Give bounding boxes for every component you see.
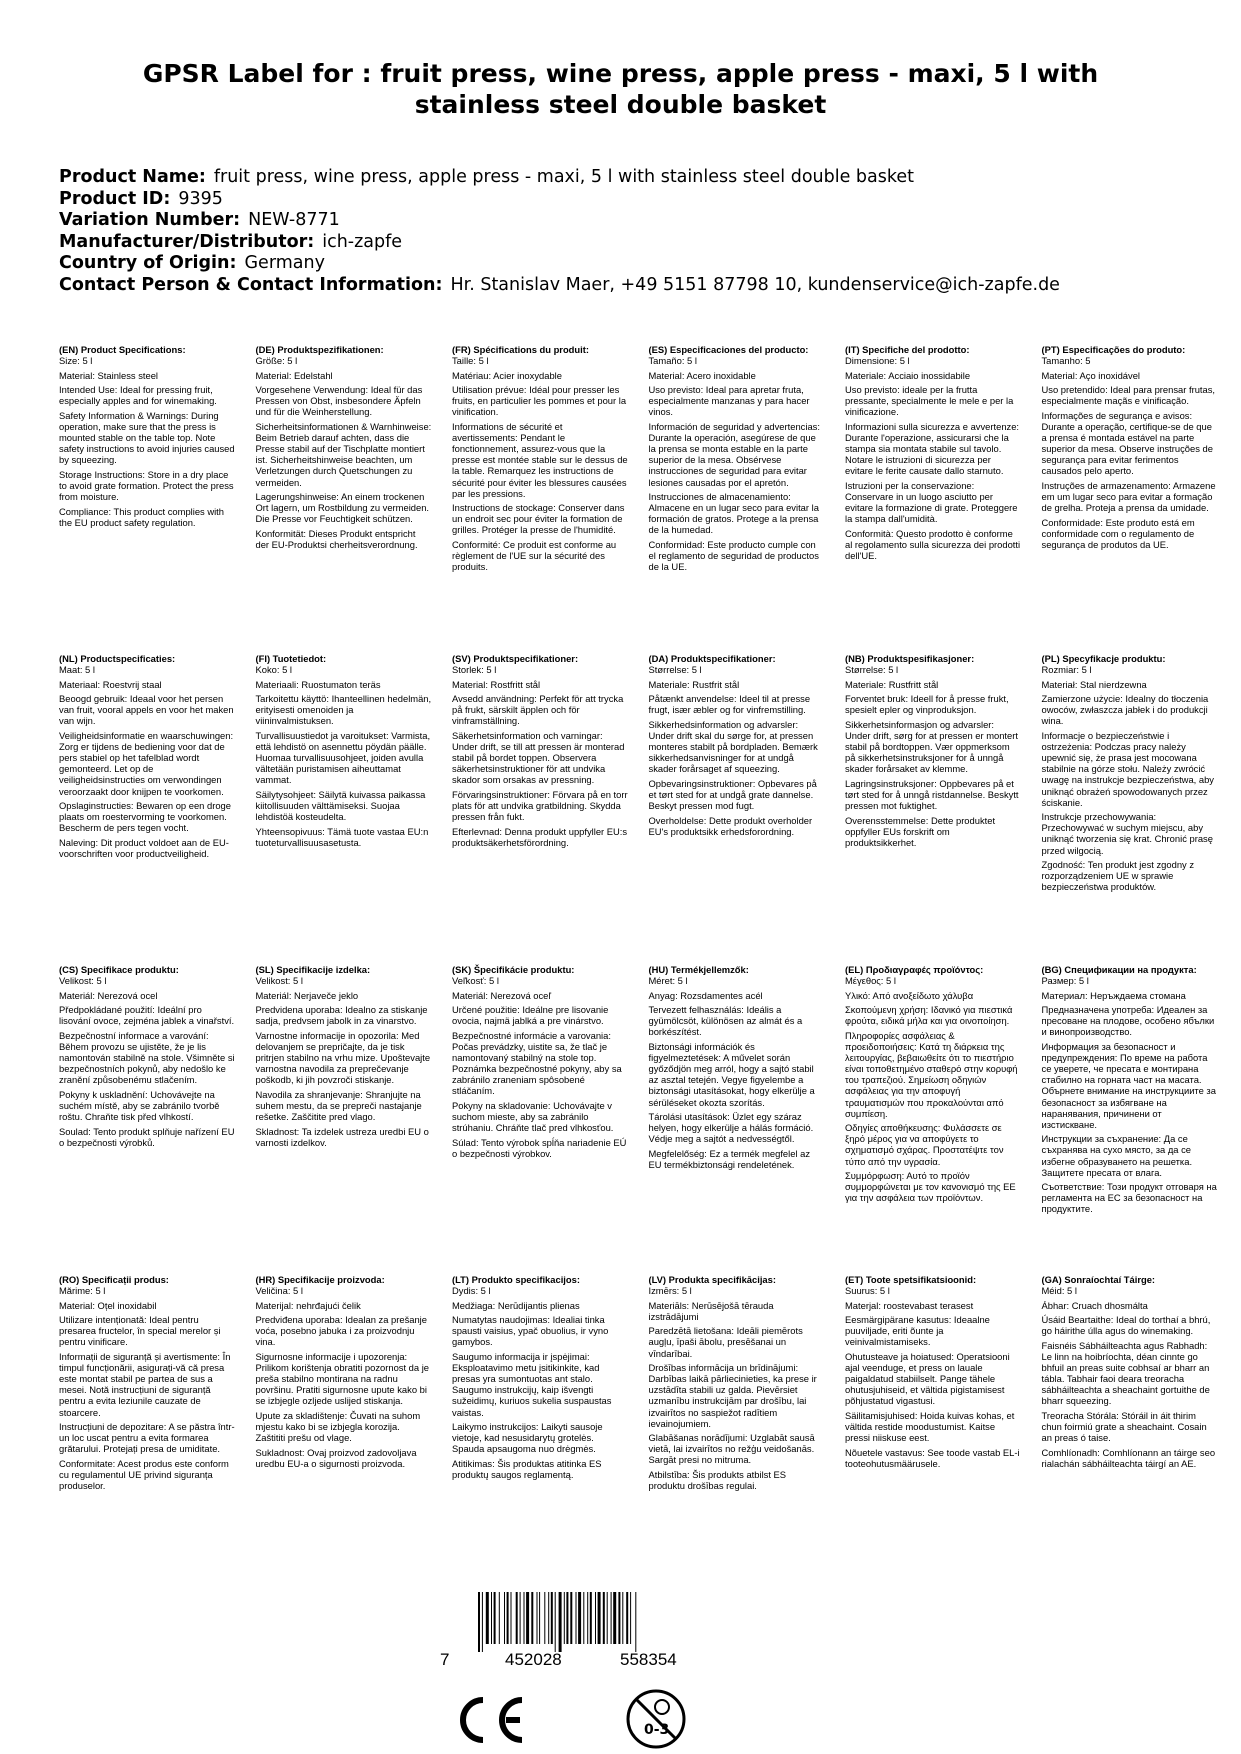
spec-section (256, 653, 432, 852)
spec-line: Informații de siguranță și avertismente: În timpul funcționării, asigurați-vă că presa este montat stabil pe partea de sus a mesei. Notă instrucțiuni de siguranță pentru a evita leziunile cauzate de stoarcere. (59, 1351, 231, 1418)
spec-line: Οδηγίες αποθήκευσης: Φυλάσσετε σε ξηρό μέρος για να αποφύγετε το σχηματισμό σχάρας. Προστατέψτε τον τύπο από την υγρασία. (845, 1122, 1004, 1167)
spec-line: Turvallisuustiedot ja varoitukset: Varmista, että lehdistö on asennettu pöydän päälle. Huomaa turvallisuusohjeet, joiden avulla vältetään puristamisen aiheuttamat vammat. (255, 730, 431, 786)
spec-line: Tárolási utasítások: Üzlet egy száraz helyen, hogy elkerülje a hálás formáció. Védje meg a sajtót a nedvességtől. (648, 1111, 814, 1145)
spec-section (649, 344, 825, 576)
spec-line: Beoogd gebruik: Ideaal voor het persen van fruit, vooral appels en voor het maken van wijn. (59, 693, 234, 727)
spec-line: Uso pretendido: Ideal para prensar frutas, especialmente maçãs e vinificação. (1041, 384, 1216, 407)
info-variation-number (59, 210, 1199, 232)
spec-section-title: (FR) Spécifications du produit: (452, 344, 589, 355)
spec-line: Storage Instructions: Store in a dry place to avoid grate formation. Protect the press from moisture. (59, 468, 234, 503)
barcode-bar (566, 1592, 568, 1644)
spec-line: Numatytas naudojimas: Idealiai tinka spausti vaisius, ypač obuolius, ir vyno gamybos. (452, 1314, 609, 1348)
product-info (59, 167, 1199, 297)
spec-line: Size: 5 l (59, 355, 93, 367)
spec-line: Sicherheitsinformationen & Warnhinweise: Beim Betrieb darauf achten, dass die Presse stabil auf der Tischplatte montiert ist. Sicherheitshinweise beachten, um Verletzungen durch Quetschungen zu vermeiden. (255, 421, 432, 488)
spec-line: Saugumo informacija ir įspėjimai: Eksploatavimo metu įsitikinkite, kad presas yra sumontuotas ant stalo. Saugumo instrukcijų, kaip išvengti sužeidimų, kuriuos sukelia suspaustas vaistas. (452, 1351, 612, 1418)
spec-line: Bezpečnostné informácie a varovania: Počas prevádzky, uistite sa, že tlač je namontovaný stabilný na stole top. Poznámka bezpečnostné pokyny, aby sa zabránilo zraneniam spôsobené stláčaním. (452, 1029, 622, 1097)
spec-section-title: (BG) Спецификации на продукта: (1041, 964, 1197, 975)
barcode-bar (526, 1592, 529, 1644)
barcode-bar (570, 1592, 572, 1644)
spec-section (59, 344, 235, 531)
barcode-bar (548, 1592, 549, 1644)
spec-section-title: (GA) Sonraíochtaí Táirge: (1041, 1274, 1156, 1285)
spec-line: Utilisation prévue: Idéal pour presser les fruits, en particulier les pommes et pour la vinification. (452, 384, 627, 418)
spec-line: Materiale: Rustfritt stål (845, 678, 939, 690)
spec-section-title: (IT) Specifiche del prodotto: (845, 344, 970, 355)
spec-line: Materiál: Nerezová ocel (59, 989, 158, 1001)
spec-line: Určené použitie: Ideálne pre lisovanie ovocia, najmä jablká a pre vinárstvo. (452, 1004, 609, 1027)
info-country (59, 253, 1199, 275)
spec-line: Istruzioni per la conservazione: Conservare in un luogo asciutto per evitare la formazione di grate. Proteggere la stampa dall'umidità. (845, 480, 1018, 525)
barcode-bars (440, 1592, 740, 1652)
spec-line: Tamanho: 5 (1041, 355, 1091, 367)
spec-line: Atbilstība: Šis produkts atbilst ES produktu drošības regulai. (648, 1469, 787, 1492)
spec-section (452, 344, 628, 576)
barcode-bar (598, 1592, 601, 1644)
info-product-name (59, 167, 1199, 189)
spec-section-title: (PT) Especificações do produto: (1041, 344, 1186, 355)
spec-section-title: (SV) Produktspecifikationer: (452, 653, 579, 664)
barcode-bar (635, 1592, 636, 1652)
spec-line: Úsáid Beartaithe: Ideal do torthaí a bhrú, go háirithe úlla agus do winemaking. (1041, 1314, 1211, 1337)
spec-line: Lagerungshinweise: An einem trockenen Ort lagern, um Rostbildung zu vermeiden. Die Presse vor Feuchtigkeit schützen. (255, 491, 430, 525)
barcode-bar (590, 1592, 592, 1644)
spec-line: Tamaño: 5 l (648, 355, 697, 367)
spec-line: Tervezett felhasználás: Ideális a gyümölcsöt, különösen az almát és a borkészítést. (648, 1004, 803, 1038)
spec-line: Sigurnosne informacije i upozorenja: Prilikom korištenja obratiti pozornost da je preša stabilno montirana na radnu površinu. Pratiti sigurnosne upute kako bi se izbjegle ozljede uslijed stiskanja. (255, 1351, 430, 1407)
spec-line: Rozmiar: 5 l (1041, 664, 1092, 676)
spec-line: Utilizare intenționată: Ideal pentru presarea fructelor, în special merelor și pentru vinificare. (59, 1314, 221, 1348)
spec-line: Medžiaga: Nerūdijantis plienas (452, 1299, 580, 1311)
spec-section (256, 1274, 432, 1473)
spec-line: Instrucțiuni de depozitare: A se păstra într-un loc uscat pentru a evita formarea grătarului. Protejați presa de umiditate. (59, 1421, 235, 1455)
spec-line: Intended Use: Ideal for pressing fruit, especially apples and for winemaking. (59, 384, 217, 407)
barcode-bar (603, 1592, 605, 1644)
spec-section-title: (FI) Tuotetiedot: (255, 653, 327, 664)
spec-line: Größe: 5 l (255, 355, 298, 367)
spec-section (845, 653, 1021, 852)
spec-line: Atitikimas: Šis produktas atitinka ES produktų saugos reglamentą. (452, 1457, 602, 1480)
barcode-bar (494, 1592, 496, 1644)
spec-line: Υλικό: Από ανοξείδωτο χάλυβα (845, 989, 974, 1001)
barcode-digit-first: 7 (440, 1650, 450, 1669)
spec-section (452, 964, 628, 1163)
spec-section (1042, 344, 1218, 554)
spec-line: Materiál: Nerjaveče jeklo (255, 989, 359, 1001)
barcode-bar (539, 1592, 540, 1644)
spec-line: Información de seguridad y advertencias: Durante la operación, asegúrese de que la prensa se monta estable en la parte superior de la mesa. Obsérvese instrucciones de seguridad para evitar lesiones causadas por el apretón. (648, 421, 820, 488)
barcode-digits-right: 558354 (620, 1650, 677, 1669)
spec-line: Glabāšanas norādījumi: Uzglabāt sausā vietā, lai izvairītos no režģu veidošanās. Sargāt presi no mitruma. (648, 1432, 815, 1466)
barcode-bar (544, 1592, 545, 1644)
spec-section-title: (NB) Produktspesifikasjoner: (845, 653, 975, 664)
spec-line: Materiaali: Ruostumaton teräs (255, 678, 381, 690)
spec-line: Tarkoitettu käyttö: Ihanteellinen hedelmän, erityisesti omenoiden ja viininvalmistuksen. (255, 693, 432, 727)
barcode (440, 1592, 740, 1672)
spec-line: Informations de sécurité et avertissements: Pendant le fonctionnement, assurez-vous que la presse est montée stable sur le dessus de la table. Remarquez les instructions de sécurité pour éviter les blessures causées par les pressions. (452, 421, 628, 499)
spec-line: Overholdelse: Dette produkt overholder EU's produktsikk erhedsforordning. (648, 814, 813, 837)
spec-line: Material: Edelstahl (255, 369, 333, 381)
label-title: GPSR Label for : fruit press, wine press, apple press - maxi, 5 l with stainless steel double basket (142, 59, 1099, 119)
spec-line: Overensstemmelse: Dette produktet oppfyller EUs forskrift om produktsikkerhet. (845, 814, 996, 848)
spec-line: Størrelse: 5 l (845, 664, 899, 676)
spec-line: Material: Stainless steel (59, 369, 159, 381)
spec-line: Izmērs: 5 l (648, 1285, 692, 1297)
spec-line: Varnostne informacije in opozorila: Med delovanjem se prepričajte, da je tisk pritrjen stabilno na vrhu mize. Upoštevajte varnostna navodila za preprečevanje poškodb, ki jih povzroči stiskanje. (255, 1029, 431, 1086)
spec-line: Sikkerhetsinformasjon og advarsler: Under drift, sørg for at pressen er montert stabil på bordtoppen. Vær oppmerksom på sikkerhetsinstruksjoner for å unngå skader forårsaket av klemme. (845, 718, 1018, 775)
info-value: Germany (244, 253, 325, 274)
spec-line: Megfelelőség: Ez a termék megfelel az EU termékbiztonsági rendeletének. (648, 1147, 811, 1170)
spec-line: Compliance: This product complies with the EU product safety regulation. (59, 505, 225, 528)
spec-line: Säilytysohjeet: Säilytä kuivassa paikassa kiitollisuuden välttämiseksi. Suojaa lehdistöä kosteudelta. (255, 789, 426, 823)
barcode-bar (626, 1592, 628, 1644)
info-label: Country of Origin: (59, 253, 237, 274)
spec-line: Συμμόρφωση: Αυτό το προϊόν συμμορφώνεται με τον κανονισμό της ΕΕ για την ασφάλεια των προϊόντων. (845, 1170, 1016, 1204)
spec-line: Taille: 5 l (452, 355, 489, 367)
spec-line: Súlad: Tento výrobok spĺňa nariadenie EÚ o bezpečnosti výrobkov. (452, 1136, 627, 1159)
barcode-bar (607, 1592, 608, 1644)
info-value: Hr. Stanislav Maer, +49 5151 87798 10, kundenservice@ich-zapfe.de (450, 274, 1060, 295)
spec-line: Skladnost: Ta izdelek ustreza uredbi EU o varnosti izdelkov. (255, 1125, 429, 1148)
spec-line: Avsedd användning: Perfekt för att trycka på frukt, särskilt äpplen och för vinframställning. (452, 693, 624, 727)
spec-line: Navodila za shranjevanje: Shranjujte na suhem mestu, da se prepreči nastajanje rešetke. Zaščitite pred vlago. (255, 1088, 422, 1123)
barcode-bar (564, 1592, 565, 1644)
spec-line: Conformitate: Acest produs este conform cu regulamentul UE privind siguranța produselor. (59, 1457, 229, 1492)
spec-line: Mărime: 5 l (59, 1285, 106, 1297)
spec-line: Material: Oțel inoxidabil (59, 1299, 157, 1311)
spec-section (1042, 653, 1218, 896)
spec-line: Conformidad: Este producto cumple con el reglamento de seguridad de productos de la UE. (648, 539, 819, 573)
spec-line: Soulad: Tento produkt splňuje nařízení EU o bezpečnosti výrobků. (59, 1125, 235, 1148)
spec-line: Μέγεθος: 5 l (845, 975, 896, 987)
spec-line: Säilitamisjuhised: Hoida kuivas kohas, et vältida restide moodustumist. Kaitse pressi niiskuse eest. (845, 1410, 1015, 1444)
barcode-bar (622, 1592, 623, 1644)
spec-line: Материал: Неръждаема стомана (1041, 989, 1186, 1001)
spec-section (1042, 964, 1218, 1218)
spec-line: Zamierzone użycie: Idealny do tłoczenia owoców, zwłaszcza jabłek i do produkcji wina. (1041, 693, 1209, 727)
spec-section (59, 653, 235, 863)
spec-section-title: (LT) Produkto specifikacijos: (452, 1274, 580, 1285)
spec-line: Ohutusteave ja hoiatused: Operatsiooni ajal veenduge, et press on lauale paigaldatud stabiilselt. Pange tähele ohutusjuhiseid, et vältida pigistamisest põhjustatud vigastusi. (845, 1351, 1010, 1407)
spec-line: Safety Information & Warnings: During operation, make sure that the press is mounted stable on the table top. Note safety instructions to avoid injuries caused by squeezing. (59, 409, 235, 466)
spec-line: Opbevaringsinstruktioner: Opbevares på et tørt sted for at undgå grate dannelse. Beskyt pressen mod fugt. (648, 777, 817, 812)
spec-line: Предназначена употреба: Идеален за пресоване на плодове, особено ябълки и винопроизводство. (1041, 1004, 1215, 1038)
spec-section-title: (SK) Špecifikácie produktu: (452, 964, 575, 975)
spec-line: Upute za skladištenje: Čuvati na suhom mjestu kako bi se izbjegla korozija. Zaštititi prešu od vlage. (255, 1410, 421, 1444)
spec-line: Naleving: Dit product voldoet aan de EU-voorschriften voor productveiligheid. (59, 836, 229, 859)
spec-section-title: (SL) Specifikacije izdelka: (255, 964, 371, 975)
spec-line: Efterlevnad: Denna produkt uppfyller EU:s produktsäkerhetsförordning. (452, 825, 628, 848)
spec-section-title: (LV) Produkta specifikācijas: (648, 1274, 776, 1285)
barcode-bar (611, 1592, 612, 1644)
spec-line: Σκοπούμενη χρήση: Ιδανικό για πιεστικά φρούτα, ειδικά μήλα και για οινοποίηση. (845, 1004, 1013, 1027)
spec-line: Forventet bruk: Ideell for å presse frukt, spesielt epler og vinproduksjon. (845, 693, 1009, 716)
spec-line: Lagringsinstruksjoner: Oppbevares på et tørt sted for å unngå ristdannelse. Beskytt pressen mot fuktighet. (845, 777, 1019, 812)
spec-line: Sikkerhedsinformation og advarsler: Under drift skal du sørge for, at pressen monteres stabilt på bordpladen. Bemærk sikkerhedsanvisninger for at undgå skader forårsaget af squeezing. (648, 718, 818, 775)
spec-line: Nõuetele vastavus: See toode vastab EL-i tooteohutusmäärusele. (845, 1446, 1020, 1469)
spec-line: Instrukcje przechowywania: Przechowywać w suchym miejscu, aby uniknąć tworzenia się krat. Chronić prasę przed wilgocią. (1041, 811, 1213, 856)
spec-line: Konformität: Dieses Produkt entspricht der EU-Produktsi cherheitsverordnung. (255, 527, 418, 550)
age-label: 0-3 (644, 1722, 670, 1738)
spec-line: Uso previsto: ideale per la frutta pressante, specialmente le mele e per la vinificazione. (845, 384, 1014, 418)
not-for-children-0-3-icon (624, 1687, 688, 1751)
barcode-bar (555, 1592, 556, 1652)
spec-line: Materijal: nehrđajući čelik (255, 1299, 361, 1311)
spec-section-title: (CS) Specifikace produktu: (59, 964, 179, 975)
spec-line: Pokyny k uskladnění: Uchovávejte na suchém místě, aby se zabránilo tvorbě roštu. Chraňte tisk před vlhkostí. (59, 1088, 220, 1123)
barcode-digits-left: 452028 (505, 1650, 562, 1669)
spec-section-title: (NL) Productspecificaties: (59, 653, 176, 664)
spec-line: Størrelse: 5 l (648, 664, 702, 676)
spec-line: Informacje o bezpieczeństwie i ostrzeżenia: Podczas pracy należy upewnić się, że prasa jest mocowana stabilnie na górze stołu. Należy zwrócić uwagę na instrukcje bezpieczeństwa, aby uniknąć obrażeń spowodowanych przez ściskanie. (1041, 730, 1214, 808)
spec-line: Sukladnost: Ovaj proizvod zadovoljava uredbu EU-a o sigurnosti proizvoda. (255, 1446, 417, 1469)
barcode-bar (478, 1592, 480, 1652)
spec-section-title: (ET) Toote spetsifikatsioonid: (845, 1274, 977, 1285)
barcode-bar (531, 1592, 533, 1644)
spec-section (649, 1274, 825, 1495)
spec-line: Materiál: Nerezová oceľ (452, 989, 552, 1001)
spec-line: Zgodność: Ten produkt jest zgodny z rozporządzeniem UE w sprawie bezpieczeństwa produktów. (1041, 859, 1195, 893)
spec-line: Vorgesehene Verwendung: Ideal für das Pressen von Obst, insbesondere Äpfeln und für die Weinherstellung. (255, 384, 423, 418)
spec-section (649, 964, 825, 1174)
spec-line: Yhteensopivuus: Tämä tuote vastaa EU:n tuoteturvallisuusasetusta. (255, 825, 429, 848)
spec-line: Biztonsági információk és figyelmeztetések: A művelet során győződjön meg arról, hogy a sajtó stabil az asztal tetején. Vegye figyelembe a biztonsági utasításokat, hogy elkerülje a sérüléseket okozta szorítás. (648, 1041, 815, 1108)
barcode-bar (511, 1592, 512, 1644)
spec-section (845, 1274, 1021, 1473)
spec-line: Påtænkt anvendelse: Ideel til at presse frugt, især æbler og for vinfremstilling. (648, 693, 811, 716)
spec-section-title: (PL) Specyfikacje produktu: (1041, 653, 1166, 664)
barcode-bar (583, 1592, 584, 1644)
spec-line: Informações de segurança e avisos: Durante a operação, certifique-se de que a prensa é montada estável na parte superior da mesa. Observe instruções de segurança para evitar ferimentos causados pelo aperto. (1041, 409, 1213, 477)
ce-mark-icon (450, 1690, 530, 1750)
spec-section-title: (EN) Product Specifications: (59, 344, 186, 355)
info-value: 9395 (178, 188, 223, 209)
spec-line: Matériau: Acier inoxydable (452, 369, 562, 381)
spec-line: Информация за безопасност и предупреждения: По време на работа се уверете, че пресата е монтирана стабилно на горната част на масата. Обърнете внимание на инструкциите за безопасност за избягване на наранявания, причинени от изстискване. (1041, 1041, 1216, 1130)
spec-section-title: (HU) Termékjellemzők: (648, 964, 749, 975)
spec-section (845, 964, 1021, 1207)
spec-line: Predvidena uporaba: Idealno za stiskanje sadja, predvsem jabolk in za vinarstvo. (255, 1004, 428, 1027)
spec-line: Material: Acero inoxidable (648, 369, 756, 381)
spec-line: Faisnéis Sábháilteachta agus Rabhadh: Le linn na hoibríochta, déan cinnte go bhfuil an preas suite cobhsaí ar bharr an tábla. Tabhair faoi deara treoracha sábháilteachta a sheachaint gortuithe de bharr squeezing. (1041, 1339, 1210, 1407)
barcode-bar (516, 1592, 518, 1644)
spec-section-title: (HR) Specifikacije proizvoda: (255, 1274, 385, 1285)
spec-section (59, 964, 235, 1151)
spec-section (452, 1274, 628, 1484)
spec-line: Comhlíonadh: Comhlíonann an táirge seo rialachán sábháilteachta táirgí an AE. (1041, 1446, 1216, 1469)
barcode-bar (486, 1592, 489, 1644)
barcode-bar (559, 1592, 562, 1652)
spec-line: Informazioni sulla sicurezza e avvertenze: Durante l'operazione, assicurarsi che la stampa sia montata stabile sul tavolo. Notare le istruzioni di sicurezza per evitare le ferite causate dallo starnuto. (845, 421, 1020, 477)
spec-line: Laikymo instrukcijos: Laikyti sausoje vietoje, kad nesusidarytų grotelės. Spauda apsaugoma nuo drėgmės. (452, 1421, 603, 1455)
info-value: ich-zapfe (322, 231, 403, 252)
spec-line: Předpokládané použití: Ideální pro lisování ovoce, zejména jablek a vinařství. (59, 1004, 235, 1027)
spec-line: Storlek: 5 l (452, 664, 497, 676)
info-label: Product ID: (59, 188, 171, 209)
spec-line: Uso previsto: Ideal para apretar fruta, especialmente manzanas y para hacer vinos. (648, 384, 810, 418)
spec-line: Съответствие: Този продукт отговаря на регламента на ЕС за безопасност на продуктите. (1041, 1181, 1217, 1215)
spec-line: Material: Rostfritt stål (452, 678, 541, 690)
spec-line: Materiale: Acciaio inossidabile (845, 369, 971, 381)
spec-line: Veľkosť: 5 l (452, 975, 499, 987)
info-manufacturer (59, 232, 1199, 254)
spec-section (256, 344, 432, 554)
spec-section-title: (EL) Προδιαγραφές προϊόντος: (845, 964, 984, 975)
spec-line: Instructions de stockage: Conserver dans un endroit sec pour éviter la formation de grilles. Protéger la presse de l'humidité. (452, 502, 625, 536)
spec-line: Bezpečnostní informace a varování: Během provozu se ujistěte, že je lis namontován stabilně na stole. Všimněte si bezpečnostních pokynů, aby nedošlo ke zranění způsobenému stlačením. (59, 1029, 235, 1086)
spec-line: Conformidade: Este produto está em conformidade com o regulamento de segurança de produtos da UE. (1041, 516, 1195, 550)
spec-line: Eesmärgipärane kasutus: Ideaalne puuviljade, eriti õunte ja veinivalmistamiseks. (845, 1314, 990, 1348)
info-label: Variation Number: (59, 210, 241, 231)
spec-line: Materiał: Stal nierdzewna (1041, 678, 1147, 690)
info-value: fruit press, wine press, apple press - maxi, 5 l with stainless steel double basket (213, 167, 915, 187)
info-label: Product Name: (59, 167, 206, 187)
spec-line: Materiāls: Nerūsējošā tērauda izstrādājumi (648, 1299, 774, 1322)
spec-line: Koko: 5 l (255, 664, 292, 676)
spec-section-title: (RO) Specificații produs: (59, 1274, 169, 1285)
spec-section-title: (DE) Produktspezifikationen: (255, 344, 384, 355)
spec-line: Πληροφορίες ασφάλειας & προειδοποιήσεις: Κατά τη διάρκεια της λειτουργίας, βεβαιωθείτε ότι το πιεστήριο είναι τοποθετημένο σταθερό στην κορυφή του τραπεζιού. Σημείωση οδηγιών ασφάλειας για την αποφυγή τραυματισμών που προκαλούνται από συμπίεση. (845, 1029, 1018, 1119)
spec-line: Säkerhetsinformation och varningar: Under drift, se till att pressen är monterad stabil på bordet toppen. Observera säkerhetsinstruktioner för att undvika skador som orsakas av pressning. (452, 730, 625, 786)
barcode-bar (618, 1592, 620, 1644)
spec-line: Dydis: 5 l (452, 1285, 491, 1297)
spec-section (452, 653, 628, 852)
barcode-bar (551, 1592, 553, 1644)
spec-line: Anyag: Rozsdamentes acél (648, 989, 763, 1001)
spec-line: Instruções de armazenamento: Armazene em um lugar seco para evitar a formação de grelha. Proteja a prensa da umidade. (1041, 480, 1216, 514)
barcode-bar (520, 1592, 521, 1644)
spec-line: Materjal: roostevabast terasest (845, 1299, 974, 1311)
spec-line: Material: Aço inoxidável (1041, 369, 1140, 381)
spec-line: Drošības informācija un brīdinājumi: Darbības laikā pārliecinieties, ka prese ir uzstādīta stabili uz galda. Pievērsiet uzmanību instrukcijām par drošību, lai izvairītos no saspiežot radītiem ievainojumiem. (648, 1362, 817, 1429)
spec-line: Materiaal: Roestvrij staal (59, 678, 162, 690)
barcode-bar (630, 1592, 631, 1644)
spec-section (845, 344, 1021, 565)
spec-line: Opslaginstructies: Bewaren op een droge plaats om roestervorming te voorkomen. Bescherm de pers tegen vocht. (59, 800, 231, 834)
spec-line: Conformité: Ce produit est conforme au règlement de l'UE sur la sécurité des produits. (452, 539, 617, 573)
spec-line: Paredzētā lietošana: Ideāli piemērots augļu, īpaši ābolu, presēšanai un vīndarībai. (648, 1325, 803, 1359)
barcode-bar (507, 1592, 509, 1644)
spec-line: Pokyny na skladovanie: Uchovávajte v suchom mieste, aby sa zabránilo strúhaniu. Chráňte tlač pred vlhkosťou. (452, 1100, 614, 1134)
spec-line: Instrucciones de almacenamiento: Almacene en un lugar seco para evitar la formación de gratos. Protege a la prensa de la humedad. (648, 491, 819, 536)
barcode-bar (578, 1592, 581, 1644)
spec-section-title: (DA) Produktspecifikationer: (648, 653, 776, 664)
info-product-id (59, 189, 1199, 211)
spec-line: Materiale: Rustfrit stål (648, 678, 740, 690)
spec-section-title: (ES) Especificaciones del producto: (648, 344, 809, 355)
info-label: Contact Person & Contact Information: (59, 274, 443, 295)
spec-line: Méret: 5 l (648, 975, 688, 987)
spec-line: Инструкции за съхранение: Да се съхранява на сухо място, за да се избегне образуването на решетка. Защитете пресата от влага. (1041, 1133, 1193, 1178)
barcode-bar (482, 1592, 483, 1652)
compliance-icons (450, 1690, 750, 1750)
barcode-bar (504, 1592, 505, 1644)
spec-line: Veiligheidsinformatie en waarschuwingen: Zorg er tijdens de bediening voor dat de pers stabiel op het tafelblad wordt gemonteerd. Let op de veiligheidsinstructies om verwondingen veroorzaakt door knijpen te voorkomen. (59, 730, 234, 797)
spec-line: Maat: 5 l (59, 664, 95, 676)
spec-section (59, 1274, 235, 1495)
barcode-bar (499, 1592, 500, 1644)
spec-line: Predviđena uporaba: Idealan za prešanje voća, posebno jabuka i za proizvodnju vina. (255, 1314, 427, 1348)
barcode-bar (576, 1592, 577, 1644)
spec-line: Veličina: 5 l (255, 1285, 303, 1297)
spec-line: Conformità: Questo prodotto è conforme al regolamento sulla sicurezza dei prodotti dell'UE. (845, 527, 1021, 562)
barcode-bar (537, 1592, 538, 1644)
spec-line: Förvaringsinstruktioner: Förvara på en torr plats för att undvika gratbildning. Skydda pressen från fukt. (452, 789, 628, 823)
spec-line: Размер: 5 l (1041, 975, 1089, 987)
info-value: NEW-8771 (248, 210, 340, 231)
spec-section (649, 653, 825, 840)
spec-line: Méid: 5 l (1041, 1285, 1077, 1297)
info-contact (59, 275, 1199, 297)
spec-section (1042, 1274, 1218, 1473)
barcode-bar (524, 1592, 525, 1644)
barcode-bar (595, 1592, 596, 1644)
spec-line: Velikost: 5 l (59, 975, 107, 987)
info-label: Manufacturer/Distributor: (59, 231, 315, 252)
spec-section (256, 964, 432, 1151)
barcode-bar (613, 1592, 616, 1644)
barcode-bar (587, 1592, 588, 1644)
spec-line: Treoracha Stórála: Stóráil in áit thirim chun foirmiú grate a sheachaint. Cosain an preas ó taise. (1041, 1410, 1207, 1444)
barcode-bar (491, 1592, 492, 1644)
spec-line: Ábhar: Cruach dhosmálta (1041, 1299, 1148, 1311)
spec-line: Suurus: 5 l (845, 1285, 890, 1297)
spec-line: Dimensione: 5 l (845, 355, 910, 367)
spec-line: Velikost: 5 l (255, 975, 303, 987)
